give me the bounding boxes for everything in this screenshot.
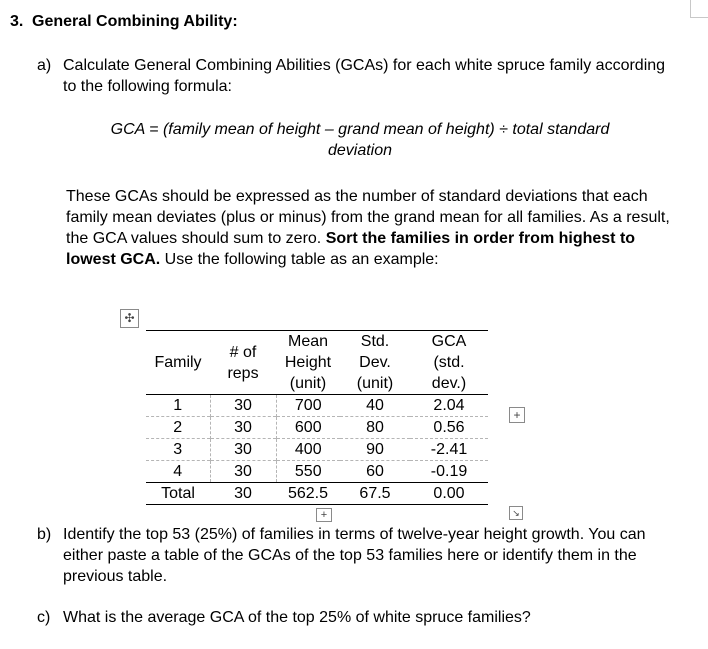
table-row: [146, 461, 488, 483]
question-c: [37, 607, 677, 628]
section-heading: [10, 11, 238, 32]
header-gca: [410, 331, 488, 395]
cell-std: 80: [340, 417, 410, 439]
table-row: [146, 439, 488, 461]
cell-family: 4: [146, 461, 210, 483]
header-mean-height: [276, 331, 340, 395]
header-std-line: Dev.: [359, 354, 391, 371]
question-b: [37, 524, 677, 587]
header-reps-line: reps: [227, 364, 259, 382]
instructions-paragraph: [66, 186, 678, 270]
cell-mean: 400: [276, 439, 340, 461]
header-reps: [210, 331, 276, 395]
instructions-bold: Sort the families in order from highest to lowest GCA.: [66, 230, 636, 268]
gca-formula: [70, 119, 650, 161]
cell-family: 3: [146, 439, 210, 461]
cell-std: 60: [340, 461, 410, 483]
header-family: Family: [146, 331, 210, 395]
cell-gca: 0.56: [410, 417, 488, 439]
cell-family: 2: [146, 417, 210, 439]
header-gca-line: dev.): [431, 375, 467, 392]
cell-total-std: 67.5: [340, 483, 410, 505]
cell-total-reps: 30: [210, 483, 276, 505]
instructions-text-1: These GCAs should be expressed as the number of standard deviations that each family mean deviates (plus or minus) from the grand mean for all families. As a result, the GCA values should sum to zero.: [66, 188, 670, 247]
cell-gca: -0.19: [410, 461, 488, 483]
section-title: General Combining Ability:: [32, 13, 238, 30]
cell-total-mean: 562.5: [276, 483, 340, 505]
add-row-plus-icon[interactable]: +: [509, 407, 525, 423]
header-mean-line: (unit): [289, 375, 327, 392]
cell-std: 40: [366, 397, 384, 414]
question-b-text: Identify the top 53 (25%) of families in terms of twelve-year height growth. You can either paste a table of the GCAs of the top 53 families here or identify them in the previous table.: [63, 526, 646, 585]
table-row: [146, 395, 488, 417]
header-reps-line: # of: [229, 343, 257, 361]
cell-mean: 700: [294, 397, 322, 414]
cell-reps: 30: [210, 395, 276, 417]
cell-mean: 600: [276, 417, 340, 439]
cell-reps: 30: [210, 417, 276, 439]
header-mean-line: Mean: [287, 333, 329, 350]
header-mean-line: Height: [284, 354, 332, 371]
cell-mean: 550: [276, 461, 340, 483]
cell-family: 1: [146, 395, 210, 417]
cell-total-label: Total: [146, 483, 210, 505]
question-c-text: What is the average GCA of the top 25% of white spruce families?: [63, 609, 531, 626]
instructions-text-2: Use the following table as an example:: [160, 251, 439, 268]
table-resize-handle-icon[interactable]: ↘: [509, 506, 523, 520]
header-std-line: (unit): [356, 375, 394, 392]
header-gca-line: (std.: [433, 354, 465, 371]
cell-gca: -2.41: [410, 439, 488, 461]
table-row: [146, 417, 488, 439]
formula-line-2: deviation: [327, 142, 393, 159]
add-column-plus-icon[interactable]: +: [316, 508, 332, 522]
question-a-text: Calculate General Combining Abilities (GCAs) for each white spruce family according to the following formula:: [63, 57, 666, 95]
question-a-label: a): [37, 57, 52, 74]
header-gca-line: GCA: [431, 333, 467, 350]
cell-total-gca: 0.00: [410, 483, 488, 505]
formula-line-1: GCA = (family mean of height – grand mean of height) ÷ total standard: [110, 121, 610, 138]
cell-reps: 30: [210, 461, 276, 483]
cell-reps: 30: [210, 439, 276, 461]
table-header-row: [146, 331, 488, 395]
header-std-line: Std.: [360, 333, 390, 350]
section-number: 3.: [10, 13, 24, 30]
question-c-label: c): [37, 609, 51, 626]
header-std-dev: [340, 331, 410, 395]
window-corner-frame: [690, 0, 708, 18]
table-move-handle-icon[interactable]: ✣: [120, 309, 139, 328]
question-b-label: b): [37, 526, 52, 543]
question-a: [37, 55, 677, 97]
cell-gca: 2.04: [433, 397, 465, 414]
gca-example-table: [146, 330, 488, 505]
cell-std: 90: [340, 439, 410, 461]
table-total-row: [146, 483, 488, 505]
